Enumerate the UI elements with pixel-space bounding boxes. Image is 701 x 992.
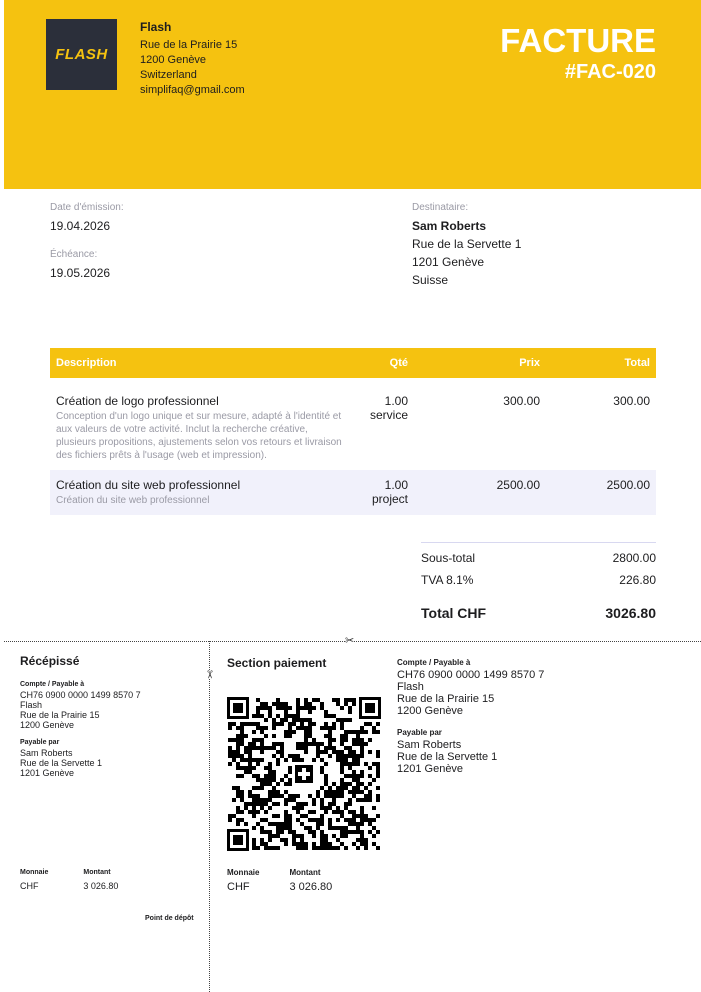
receipt-payer-city: 1201 Genève [20,768,75,778]
grand-total-row [421,605,656,621]
document-title [500,22,656,84]
receipt-title: Récépissé [20,654,80,668]
pay-amount: 3 026.80 [289,881,333,893]
doc-title: FACTURE [500,22,656,59]
issue-date: 19.04.2026 [50,219,111,233]
receipt-creditor-name: Flash [20,700,43,710]
col-total: Total [546,348,656,378]
scissors-icon: ✂ [203,669,216,680]
company-logo [46,19,117,90]
scissors-icon: ✂ [345,635,355,647]
receipt-creditor-street: Rue de la Prairie 15 [20,710,100,720]
pay-currency: CHF [227,881,250,893]
receipt-payer-name: Sam Roberts [20,748,73,758]
receipt-currency: CHF [20,881,39,891]
company-city: 1200 Genève [140,54,207,66]
pay-amount-label: Montant [289,868,321,877]
receipt-payer-label: Payable par [20,739,60,746]
item-total: 300.00 [613,394,650,408]
pay-payer-street: Rue de la Servette 1 [397,751,498,763]
pay-payer-name: Sam Roberts [397,739,462,751]
pay-creditor-city: 1200 Genève [397,705,464,717]
table-header-row [50,348,656,378]
company-street: Rue de la Prairie 15 [140,39,238,51]
receipt-account-label: Compte / Payable à [20,681,85,688]
total-value: 3026.80 [605,605,656,621]
dates-block [50,202,124,280]
item-qty: 1.00 [384,394,408,408]
item-title: Création du site web professionnel [56,478,241,492]
pay-payer-label: Payable par [397,728,442,737]
tax-label: TVA 8.1% [421,573,474,587]
col-description: Description [50,348,352,378]
subtotal-label: Sous-total [421,551,476,565]
receipt-section [20,656,141,778]
qr-code [227,697,381,851]
totals-block [421,542,656,621]
recipient-label: Destinataire: [412,202,469,213]
payment-amount-block [227,866,332,894]
logo-text: FLASH [55,46,108,63]
due-date: 19.05.2026 [50,266,111,280]
recipient-block [412,202,521,289]
company-name: Flash [140,20,172,34]
items-table [50,348,656,515]
total-label: Total CHF [421,605,487,621]
vertical-cut-line [209,641,210,992]
receipt-amount-block [20,868,118,891]
item-unit: project [371,492,408,506]
company-country: Switzerland [140,69,197,81]
recipient-city: 1201 Genève [412,255,485,269]
pay-payer-city: 1201 Genève [397,763,464,775]
item-total: 2500.00 [546,470,656,515]
pay-creditor-street: Rue de la Prairie 15 [397,693,495,705]
pay-account-label: Compte / Payable à [397,658,471,667]
receipt-amount-label: Montant [83,869,111,876]
receipt-currency-label: Monnaie [20,869,49,876]
pay-iban: CH76 0900 0000 1499 8570 7 [397,669,545,681]
payment-info [397,657,544,775]
doc-number: #FAC-020 [564,61,656,83]
item-qty: 1.00 [384,478,408,492]
item-price: 300.00 [503,394,540,408]
table-row [50,378,656,470]
payment-title: Section paiement [227,656,327,670]
subtotal-row [421,551,656,565]
company-address [140,20,245,98]
col-price: Prix [414,348,546,378]
item-title: Création de logo professionnel [56,394,219,408]
recipient-country: Suisse [412,273,449,287]
receipt-amount: 3 026.80 [83,881,119,891]
receipt-iban: CH76 0900 0000 1499 8570 7 [20,690,141,700]
recipient-street: Rue de la Servette 1 [412,237,522,251]
item-price: 2500.00 [414,470,546,515]
item-unit: service [369,408,408,422]
item-description: Conception d'un logo unique et sur mesure, adapté à l'identité et aux valeurs de votre activité. Inclut la recherche créative, plusieurs propositions, ajustements selon vos retours et livraison des fichiers prêts à l'usage (web et impression). [56,411,342,461]
pay-creditor-name: Flash [397,681,424,693]
col-qty: Qté [352,348,414,378]
tax-row [421,573,656,587]
receipt-creditor-city: 1200 Genève [20,720,75,730]
table-row [50,470,656,515]
subtotal-value: 2800.00 [612,551,656,565]
due-date-label: Échéance: [50,249,98,260]
receipt-deposit-label: Point de dépôt [145,915,194,922]
recipient-name: Sam Roberts [412,219,487,233]
item-description: Création du site web professionnel [56,495,210,506]
company-email[interactable]: simplifaq@gmail.com [140,84,245,96]
issue-date-label: Date d'émission: [50,202,124,213]
pay-currency-label: Monnaie [227,868,260,877]
receipt-payer-street: Rue de la Servette 1 [20,758,103,768]
tax-value: 226.80 [619,573,656,587]
